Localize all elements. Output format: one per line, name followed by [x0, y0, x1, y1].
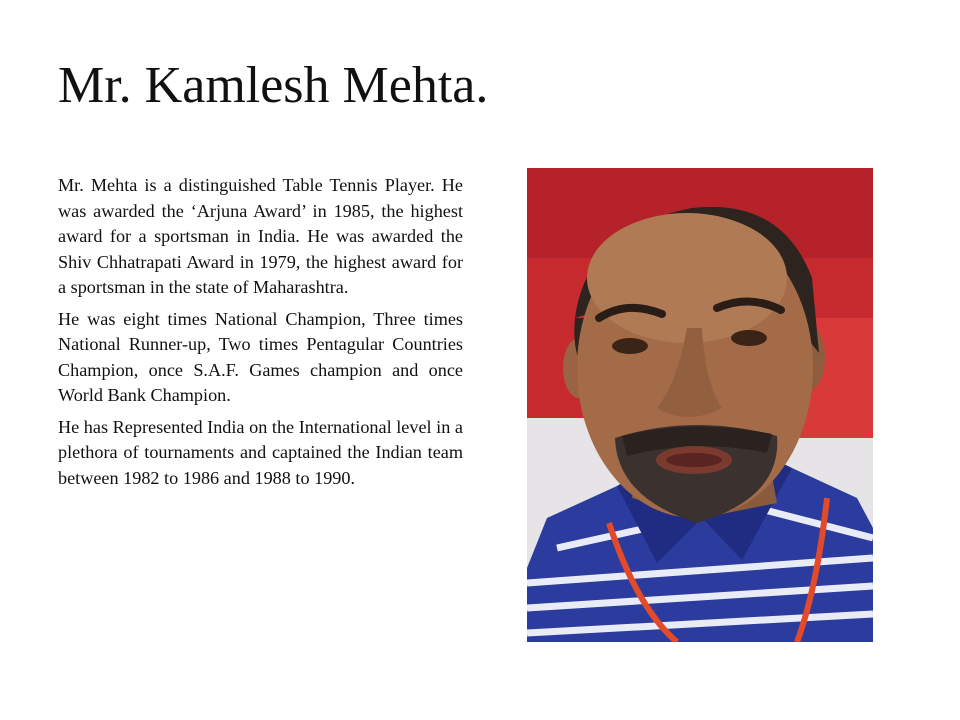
portrait-photo: [527, 168, 873, 642]
slide-body-text: [58, 173, 463, 497]
paragraph-international: He has Represented India on the International level in a plethora of tournaments and captained the Indian team between 1982 to 1986 and 1988 to 1990.: [58, 416, 463, 488]
paragraph-championships: He was eight times National Champion, Three times National Runner-up, Two times Pentagular Countries Champion, once S.A.F. Games champion and once World Bank Champion.: [58, 308, 463, 405]
paragraph-awards: Mr. Mehta is a distinguished Table Tennis Player. He was awarded the ‘Arjuna Award’ in 1985, the highest award for a sportsman in India. He was awarded the Shiv Chhatrapati Award in 1979, the highest award for a sportsman in the state of Maharashtra.: [58, 175, 463, 297]
slide-title: Mr. Kamlesh Mehta.: [58, 57, 489, 114]
portrait-illustration: [527, 168, 873, 642]
